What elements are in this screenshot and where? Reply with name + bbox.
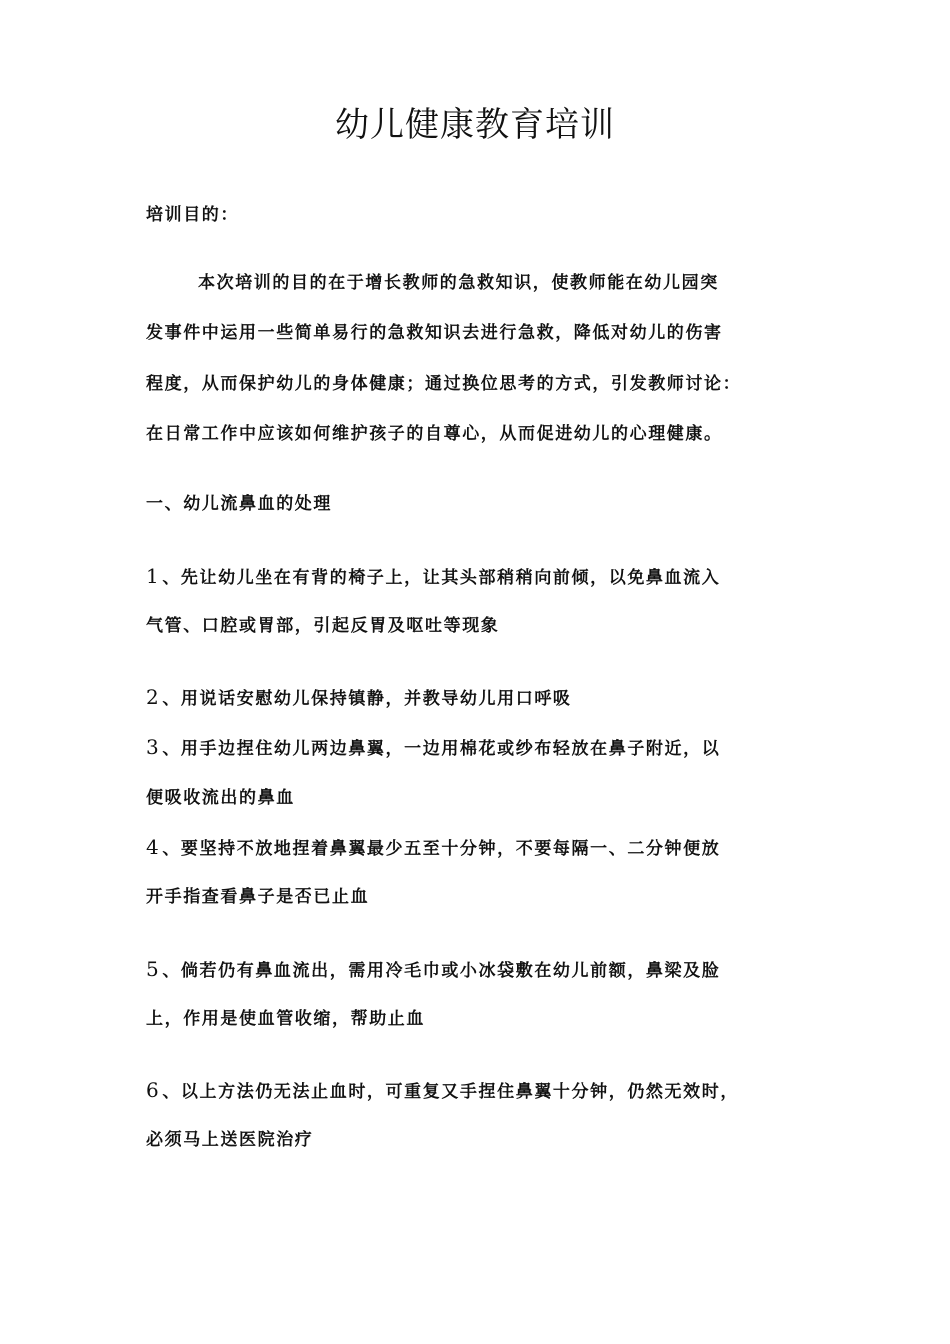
step-6-line-2: 必须马上送医院治疗 (146, 1130, 314, 1150)
step-4-line-1 (146, 834, 816, 862)
step-6-number: 6 (146, 1078, 161, 1102)
document-title: 幼儿健康教育培训 (335, 105, 615, 145)
step-3-line-1 (146, 734, 816, 762)
step-2-text-1: 、用说话安慰幼儿保持镇静，并教导幼儿用口呼吸 (162, 689, 572, 709)
step-1-number: 1 (146, 564, 161, 588)
step-6-text-1: 、以上方法仍无法止血时，可重复又手捏住鼻翼十分钟，仍然无效时， (162, 1082, 739, 1102)
purpose-heading: 培训目的： (146, 205, 239, 225)
step-4-number: 4 (146, 835, 161, 859)
step-5-number: 5 (146, 957, 161, 981)
step-4-line-2: 开手指查看鼻子是否已止血 (146, 887, 370, 907)
purpose-line-1: 本次培训的目的在于增长教师的急救知识，使教师能在幼儿园突 (198, 273, 719, 293)
step-2-number: 2 (146, 685, 161, 709)
step-1-line-1 (146, 563, 816, 591)
step-5-line-1 (146, 956, 816, 984)
step-6-line-1 (146, 1077, 816, 1105)
step-3-number: 3 (146, 735, 161, 759)
step-1-line-2: 气管、口腔或胃部，引起反胃及呕吐等现象 (146, 616, 500, 636)
step-4-text-1: 、要坚持不放地捏着鼻翼最少五至十分钟，不要每隔一、二分钟便放 (162, 839, 721, 859)
step-3-line-2: 便吸收流出的鼻血 (146, 788, 295, 808)
purpose-line-3: 程度，从而保护幼儿的身体健康；通过换位思考的方式，引发教师讨论： (146, 374, 742, 394)
step-3-text-1: 、用手边捏住幼儿两边鼻翼，一边用棉花或纱布轻放在鼻子附近，以 (162, 739, 721, 759)
step-2-line-1 (146, 684, 816, 712)
purpose-line-2: 发事件中运用一些简单易行的急救知识去进行急救，降低对幼儿的伤害 (146, 323, 723, 343)
purpose-line-4: 在日常工作中应该如何维护孩子的自尊心，从而促进幼儿的心理健康。 (146, 424, 723, 444)
step-5-line-2: 上，作用是使血管收缩，帮助止血 (146, 1009, 425, 1029)
step-1-text-1: 、先让幼儿坐在有背的椅子上，让其头部稍稍向前倾，以免鼻血流入 (162, 568, 721, 588)
section-heading: 一、幼儿流鼻血的处理 (146, 494, 332, 514)
step-5-text-1: 、倘若仍有鼻血流出，需用冷毛巾或小冰袋敷在幼儿前额，鼻梁及脸 (162, 961, 721, 981)
